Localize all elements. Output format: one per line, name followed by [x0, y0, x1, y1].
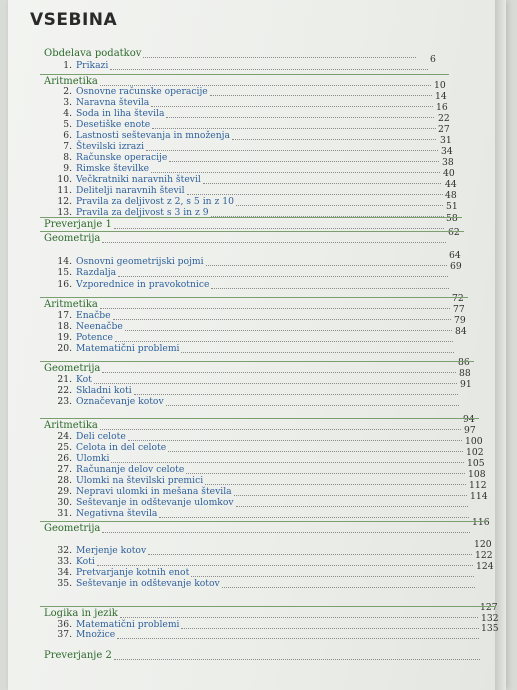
toc-entry-number: 20.	[57, 343, 72, 354]
toc-entry-text: Vzporednice in pravokotnice	[76, 279, 210, 290]
section-divider	[40, 418, 479, 419]
toc-page-number: 132	[481, 613, 499, 624]
toc-entry-text: Preverjanje 2	[44, 650, 112, 661]
toc-entry-label	[50, 508, 157, 520]
toc-dot-leader	[236, 505, 468, 507]
toc-dot-leader	[159, 516, 469, 518]
toc-entry-number: 25.	[57, 442, 72, 453]
section-divider	[40, 231, 464, 232]
toc-entry-text: Kot	[76, 374, 92, 385]
toc-dot-leader	[151, 171, 440, 173]
toc-entry-text: Soda in liha števila	[76, 108, 165, 119]
section-divider	[40, 297, 468, 298]
toc-page-number: 91	[460, 379, 472, 390]
toc-entry-text: Celota in del celote	[76, 442, 167, 453]
toc-review-heading	[0, 650, 517, 662]
toc-dot-leader	[113, 318, 451, 320]
toc-entry-text: Rimske številke	[76, 163, 150, 174]
toc-page-number: 84	[455, 326, 467, 337]
toc-dot-leader	[117, 637, 479, 639]
toc-dot-leader	[211, 287, 449, 289]
toc-entry-number: 31.	[57, 508, 72, 519]
toc-entry-text: Neenačbe	[76, 321, 123, 332]
toc-entry-number: 16.	[57, 279, 72, 290]
toc-dot-leader	[166, 404, 459, 406]
toc-entry-number: 28.	[57, 475, 72, 486]
toc-entry-number: 8.	[63, 152, 72, 163]
toc-entry-number: 26.	[57, 453, 72, 464]
toc-page-number: 77	[453, 304, 465, 315]
toc-entry-text: Enačbe	[76, 310, 111, 321]
toc-entry-number: 30.	[57, 497, 72, 508]
toc-page-number: 51	[446, 201, 458, 212]
toc-entry-label	[44, 219, 112, 231]
toc-entry-number: 29.	[57, 486, 72, 497]
toc-entry-text: Koti	[76, 556, 95, 567]
toc-entry-number: 33.	[57, 556, 72, 567]
toc-page-number: 16	[436, 102, 448, 113]
toc-entry-text: Prikazi	[76, 60, 109, 71]
toc-page-number: 94	[463, 414, 475, 425]
toc-entry	[0, 578, 517, 590]
toc-dot-leader	[111, 461, 464, 463]
toc-entry-text: Matematični problemi	[76, 619, 180, 630]
toc-entry-text: Logika in jezik	[44, 608, 118, 619]
toc-dot-leader	[181, 351, 454, 353]
toc-dot-leader	[232, 138, 436, 140]
toc-section-heading	[0, 227, 517, 245]
toc-entry-text: Pravila za deljivost s 3 in z 9	[76, 207, 209, 218]
toc-entry-text: Geometrija	[44, 523, 101, 534]
section-divider	[40, 521, 488, 522]
toc-dot-leader	[94, 382, 457, 384]
toc-entry-text: Delitelji naravnih števil	[76, 185, 185, 196]
toc-entry-number: 19.	[57, 332, 72, 343]
toc-page-number: 86	[458, 357, 470, 368]
toc-dot-leader	[168, 450, 463, 452]
toc-dot-leader	[191, 575, 474, 577]
toc-entry-text: Naravna števila	[76, 97, 150, 108]
toc-dot-leader	[152, 127, 436, 129]
toc-entry-number: 27.	[57, 464, 72, 475]
toc-entry-text: Potence	[76, 332, 113, 343]
toc-page-number: 62	[448, 227, 460, 238]
toc-entry-number: 1.	[63, 60, 72, 71]
toc-page-number: 122	[475, 550, 493, 561]
toc-entry-number: 18.	[57, 321, 72, 332]
toc-entry-text: Osnovni geometrijski pojmi	[76, 256, 204, 267]
toc-page-number: 88	[459, 368, 471, 379]
toc-page-number: 112	[469, 480, 487, 491]
toc-dot-leader	[118, 275, 448, 277]
toc-entry-label	[50, 578, 220, 590]
toc-dot-leader	[210, 94, 432, 96]
toc-dot-leader	[128, 439, 462, 441]
toc-entry	[0, 396, 517, 408]
toc-page-number: 124	[476, 561, 494, 572]
toc-entry-label	[50, 267, 116, 279]
toc-entry-text: Seštevanje in odštevanje kotov	[76, 578, 220, 589]
toc-page-number: 100	[465, 436, 483, 447]
toc-entry-text: Večkratniki naravnih števil	[76, 174, 201, 185]
toc-entry-text: Geometrija	[44, 233, 101, 244]
toc-entry-number: 9.	[63, 163, 72, 174]
toc-entry	[0, 279, 517, 291]
toc-page-number: 102	[466, 447, 484, 458]
toc-entry-text: Ulomki	[76, 453, 110, 464]
toc-dot-leader	[186, 472, 465, 474]
toc-dot-leader	[205, 483, 466, 485]
toc-entry-text: Seštevanje in odštevanje ulomkov	[76, 497, 234, 508]
toc-page-number: 64	[449, 250, 461, 261]
toc-page-number: 105	[467, 458, 485, 469]
toc-entry-number: 35.	[57, 578, 72, 589]
toc-entry-number: 22.	[57, 385, 72, 396]
toc-entry-number: 23.	[57, 396, 72, 407]
toc-dot-leader	[102, 371, 456, 373]
toc-entry-text: Osnovne računske operacije	[76, 86, 208, 97]
toc-entry-number: 10.	[57, 174, 72, 185]
toc-entry-number: 6.	[63, 130, 72, 141]
toc-entry-number: 13.	[57, 207, 72, 218]
toc-dot-leader	[114, 227, 444, 229]
toc-entry-text: Lastnosti seštevanja in množenja	[76, 130, 230, 141]
toc-page-number: 69	[450, 261, 462, 272]
toc-entry-text: Matematični problemi	[76, 343, 180, 354]
toc-entry-number: 17.	[57, 310, 72, 321]
toc-page-number: 79	[454, 315, 466, 326]
toc-entry-text: Desetiške enote	[76, 119, 151, 130]
toc-section-heading	[0, 517, 517, 535]
toc-page-number: 44	[445, 179, 457, 190]
toc-entry-text: Merjenje kotov	[76, 545, 147, 556]
toc-entry-text: Preverjanje 1	[44, 219, 112, 230]
toc-page-number: 14	[435, 91, 447, 102]
toc-dot-leader	[134, 393, 458, 395]
toc-entry-text: Deli celote	[76, 431, 126, 442]
toc-entry-number: 36.	[57, 619, 72, 630]
toc-dot-leader	[100, 307, 450, 309]
toc-entry-number: 32.	[57, 545, 72, 556]
toc-entry-label	[50, 396, 164, 408]
toc-entry-text: Aritmetika	[44, 76, 98, 87]
toc-entry-number: 14.	[57, 256, 72, 267]
toc-dot-leader	[222, 586, 475, 588]
toc-entry-label	[44, 48, 141, 60]
toc-entry-text: Obdelava podatkov	[44, 48, 142, 59]
toc-page-number: 34	[441, 146, 453, 157]
toc-entry-text: Razdalja	[76, 267, 117, 278]
toc-dot-leader	[234, 494, 467, 496]
toc-entry-text: Nepravi ulomki in mešana števila	[76, 486, 232, 497]
toc-section-heading	[0, 48, 517, 60]
toc-entry-label	[44, 233, 100, 245]
toc-dot-leader	[115, 340, 453, 342]
toc-entry-label	[50, 629, 115, 641]
toc-dot-leader	[148, 553, 472, 555]
page-title: VSEBINA	[30, 10, 118, 30]
toc-dot-leader	[102, 241, 446, 243]
toc-dot-leader	[236, 204, 443, 206]
toc-dot-leader	[114, 658, 480, 660]
toc-entry	[0, 508, 517, 520]
toc-entry-number: 12.	[57, 196, 72, 207]
section-divider	[40, 74, 449, 75]
toc-entry-text: Številski izrazi	[76, 141, 145, 152]
toc-page-number: 48	[445, 190, 457, 201]
toc-entry-text: Množice	[76, 629, 116, 640]
toc-entry-number: 3.	[63, 97, 72, 108]
toc-entry-text: Označevanje kotov	[76, 396, 164, 407]
toc-page-number: 72	[452, 293, 464, 304]
toc-entry-label	[44, 650, 112, 662]
toc-dot-leader	[125, 329, 452, 331]
toc-entry-number: 11.	[57, 185, 72, 196]
toc-entry-text: Pravila za deljivost z 2, s 5 in z 10	[76, 196, 234, 207]
toc-page-number: 38	[442, 157, 454, 168]
section-divider	[40, 361, 474, 362]
toc-entry-number: 21.	[57, 374, 72, 385]
toc-page-number: 116	[472, 517, 490, 528]
toc-page-number: 58	[446, 213, 458, 224]
toc-dot-leader	[110, 68, 428, 70]
toc-page-number: 120	[474, 539, 492, 550]
toc-dot-leader	[97, 564, 473, 566]
toc-dot-leader	[151, 105, 433, 107]
toc-entry-number: 37.	[57, 629, 72, 640]
toc-entry-number: 24.	[57, 431, 72, 442]
toc-page-number: 6	[430, 54, 436, 65]
toc-entry-text: Računanje delov celote	[76, 464, 185, 475]
toc-dot-leader	[169, 160, 439, 162]
toc-page-number: 114	[470, 491, 488, 502]
toc-page-number: 40	[443, 168, 455, 179]
toc-dot-leader	[203, 182, 441, 184]
toc-entry-text: Aritmetika	[44, 299, 98, 310]
toc-review-heading	[0, 213, 517, 231]
toc-page-number: 22	[438, 113, 450, 124]
toc-page-number: 10	[434, 80, 446, 91]
toc-dot-leader	[166, 116, 434, 118]
toc-entry-text: Negativna števila	[76, 508, 158, 519]
toc-entry	[0, 343, 517, 355]
toc-entry-text: Skladni koti	[76, 385, 132, 396]
toc-page-number: 97	[464, 425, 476, 436]
toc-dot-leader	[120, 616, 478, 618]
toc-entry-number: 4.	[63, 108, 72, 119]
toc-entry-number: 5.	[63, 119, 72, 130]
toc-page-number: 108	[468, 469, 486, 480]
toc-entry-text: Računske operacije	[76, 152, 168, 163]
toc-dot-leader	[146, 149, 438, 151]
toc-entry-label	[50, 279, 209, 291]
toc-dot-leader	[206, 264, 447, 266]
toc-dot-leader	[102, 531, 470, 533]
toc-entry-label	[50, 60, 108, 72]
toc-entry-text: Aritmetika	[44, 420, 98, 431]
toc-dot-leader	[143, 56, 416, 58]
toc-page-number: 127	[480, 602, 498, 613]
toc-entry-number: 2.	[63, 86, 72, 97]
toc-entry-number: 7.	[63, 141, 72, 152]
toc-entry-text: Pretvarjanje kotnih enot	[76, 567, 190, 578]
toc-entry-text: Geometrija	[44, 363, 101, 374]
toc-page-number: 31	[440, 135, 452, 146]
section-divider	[40, 217, 462, 218]
section-divider	[40, 606, 496, 607]
toc-entry-number: 34.	[57, 567, 72, 578]
toc-entry-label	[50, 343, 179, 355]
toc-dot-leader	[187, 193, 443, 195]
toc-page-number: 27	[438, 124, 450, 135]
toc-dot-leader	[100, 428, 461, 430]
toc-entry-number: 15.	[57, 267, 72, 278]
toc-entry-label	[44, 523, 100, 535]
toc-entry-text: Ulomki na številski premici	[76, 475, 204, 486]
toc-page-number: 135	[481, 623, 499, 634]
toc-entry	[0, 54, 517, 72]
